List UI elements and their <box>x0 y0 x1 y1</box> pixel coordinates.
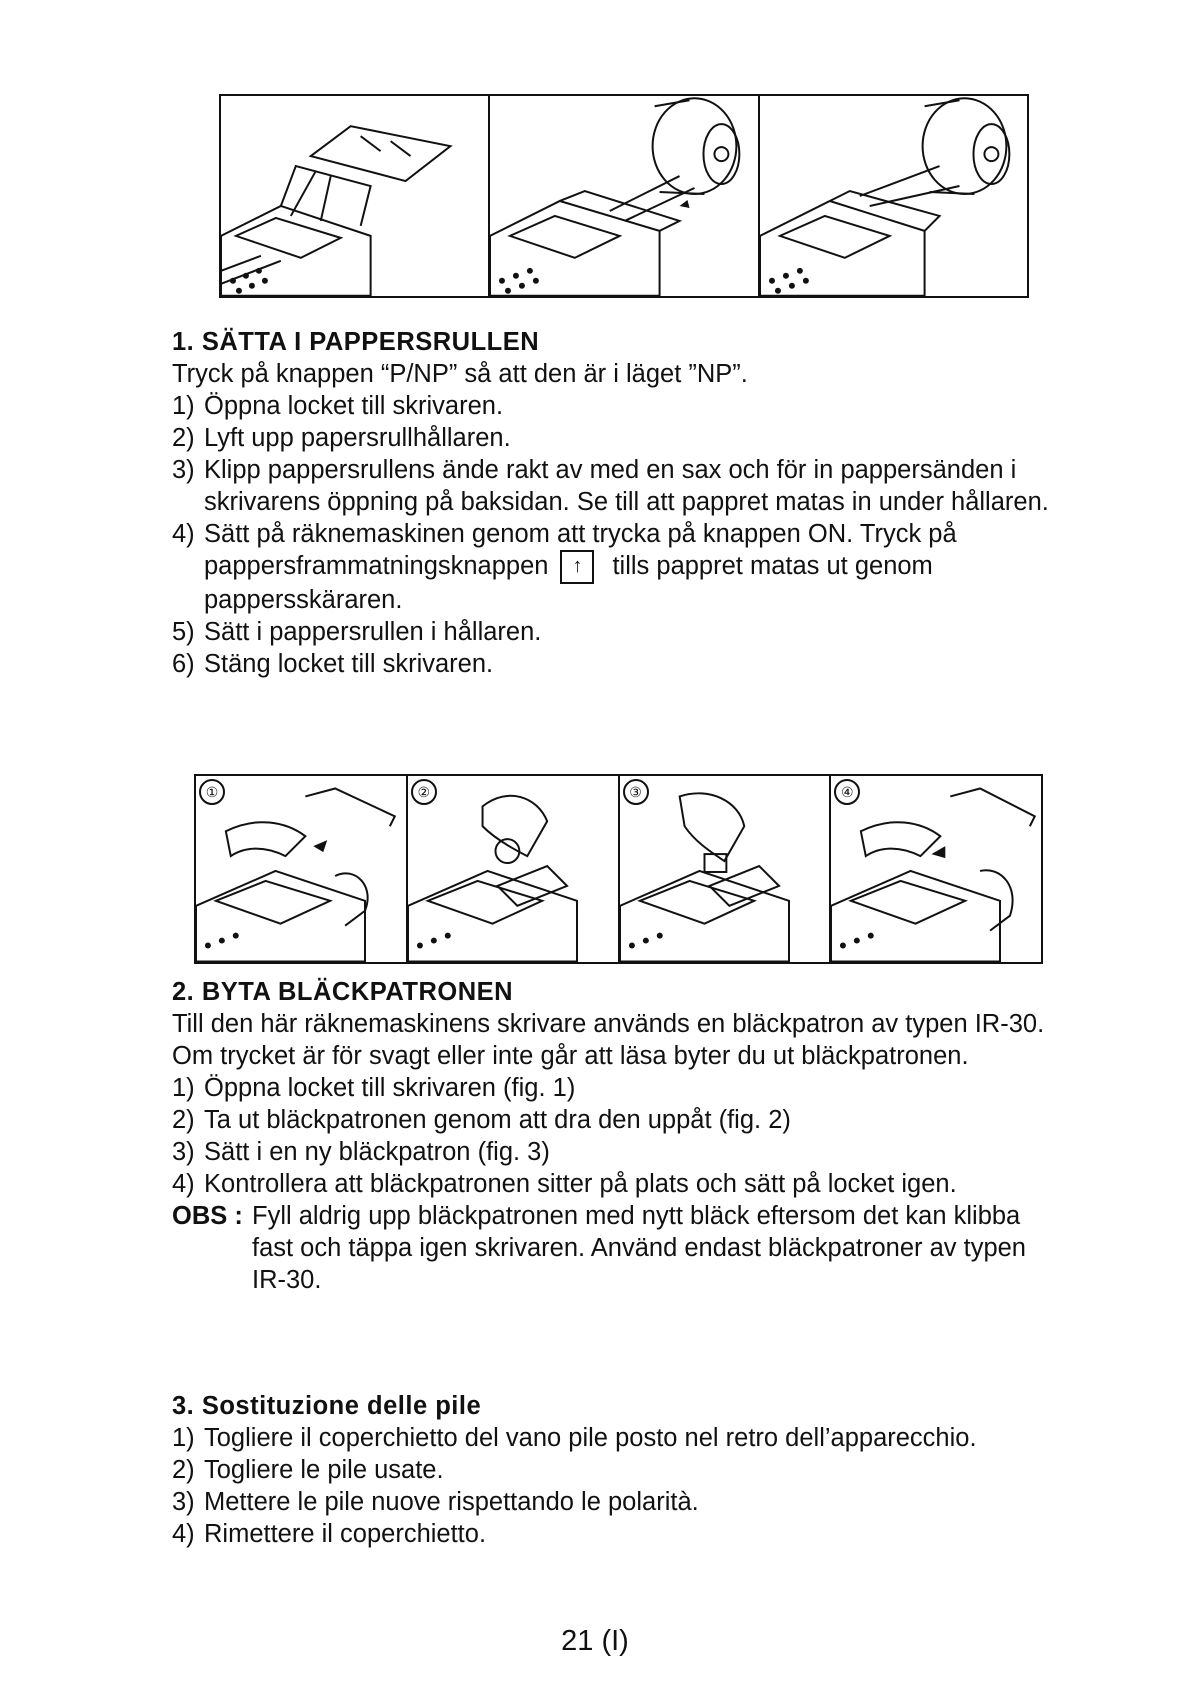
figure-4 <box>831 776 1041 962</box>
figure-insert-roll <box>490 96 759 296</box>
calculator-paper-roll-insert-icon <box>490 96 757 296</box>
list-item: 3) Klipp pappersrullens ände rakt av med en sax och för in pappersänden i skrivarens öppning på baksidan. Se till att pappret matas in under hållaren. <box>172 456 1049 516</box>
section-paragraph: Om trycket är för svagt eller inte går att läsa byter du ut bläckpatronen. <box>172 1042 969 1070</box>
list-item: 6) Stäng locket till skrivaren. <box>172 650 494 679</box>
figure-number: ④ <box>834 779 860 805</box>
figure-3 <box>620 776 832 962</box>
section-heading: 2. BYTA BLÄCKPATRONEN <box>172 978 514 1006</box>
section-intro: Tryck på knappen “P/NP” så att den är i läget ”NP”. <box>172 360 748 388</box>
calculator-open-cover-icon <box>221 96 488 296</box>
list-item: 1) Öppna locket till skrivaren (fig. 1) <box>172 1074 576 1102</box>
insert-ink-cartridge-icon <box>620 776 830 962</box>
section-batteries <box>172 1390 1052 1550</box>
remove-ink-cartridge-icon <box>408 776 618 962</box>
figure-strip-paper-roll <box>219 94 1029 298</box>
obs-text: Fyll aldrig upp bläckpatronen med nytt bläck eftersom det kan klibba fast och täppa igen skrivaren. Använd endast bläckpatroner av typen IR-30. <box>252 1202 1026 1294</box>
section-ink-cartridge <box>172 976 1052 1296</box>
figure-roll-mounted <box>760 96 1027 296</box>
list-item: 3) Sätt i en ny bläckpatron (fig. 3) <box>172 1138 550 1166</box>
list-item: 1) Öppna locket till skrivaren. <box>172 392 504 420</box>
paper-feed-key-icon: ↑ <box>560 550 594 584</box>
list-item: 4) Rimettere il coperchietto. <box>172 1520 487 1548</box>
figure-number: ② <box>411 779 437 805</box>
close-printer-cover-icon <box>831 776 1041 962</box>
list-item: 4) Sätt på räknemaskinen genom att trycka på knappen ON. Tryck på pappersframmatningsknappen ↑ tills pappret matas ut genom pappersskäraren. <box>172 520 957 615</box>
figure-1 <box>196 776 408 962</box>
obs-note <box>172 1200 1052 1296</box>
list-item: 3) Mettere le pile nuove rispettando le polarità. <box>172 1488 699 1516</box>
figure-open-cover <box>221 96 490 296</box>
page-number: 21 (I) <box>561 1625 629 1657</box>
obs-label: OBS : <box>172 1202 243 1230</box>
list-item: 4) Kontrollera att bläckpatronen sitter på plats och sätt på locket igen. <box>172 1170 957 1198</box>
list-item: 5) Sätt i pappersrullen i hållaren. <box>172 618 542 647</box>
section-heading: 1. SÄTTA I PAPPERSRULLEN <box>172 328 540 356</box>
calculator-paper-roll-mounted-icon <box>760 96 1027 296</box>
open-printer-cover-icon <box>196 776 406 962</box>
figure-number: ③ <box>623 779 649 805</box>
list-item: 2) Togliere le pile usate. <box>172 1456 444 1484</box>
section-paragraph: Till den här räknemaskinens skrivare används en bläckpatron av typen IR-30. <box>172 1010 1045 1038</box>
figure-number: ① <box>199 779 225 805</box>
section-heading: 3. Sostituzione delle pile <box>172 1392 482 1420</box>
list-item: 2) Lyft upp papersrullhållaren. <box>172 424 511 452</box>
figure-strip-ink-cartridge <box>194 774 1043 964</box>
section-paper-roll <box>172 326 1052 680</box>
list-item: 1) Togliere il coperchietto del vano pile posto nel retro dell’apparecchio. <box>172 1424 977 1452</box>
figure-2 <box>408 776 620 962</box>
list-item: 2) Ta ut bläckpatronen genom att dra den uppåt (fig. 2) <box>172 1106 791 1134</box>
